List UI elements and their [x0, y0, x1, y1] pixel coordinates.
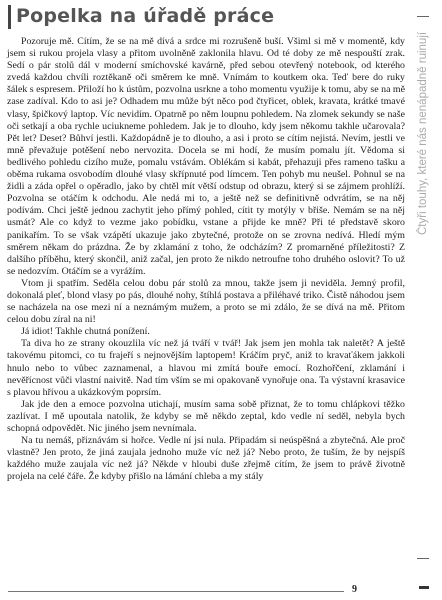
paragraph: Jak jde den a emoce pozvolna utichají, musím sama sobě přiznat, že to tomu chlápkovi těžko zazlívat. I mě upoutala natolik, že kdyby se mě někdo zeptal, kdo vedle ní seděl, nebyla bych schopná odpovědět. Nic jiného jsem nevnímala. [7, 398, 405, 434]
paragraph: Pozoruje mě. Cítím, že se na mě dívá a srdce mi rozrušeně buší. Všiml si mě v momentě, kdy jsem si rukou projela vlasy a přitom uvolněně zaklonila hlavu. Od té doby ze mě nespouští zrak. Sedí o pár stolů dál v moderní smíchovské kavárně, před sebou otevřený notebook, od kterého zvedá každou chvíli roztěkaně oči směrem ke mně. Vnímám to koutkem oka. Teď bere do ruky šálek s espresem. Přiloží ho k ústům, pozvolna usrkne a toho momentu využije k tomu, aby se na mě zase zadíval. Kdo to asi je? Odhadem mu může být něco pod čtyřicet, oblek, kravata, krátké tmavé vlasy, špičkový laptop. Víc nevidím. Opatrně po něm loupnu pohledem. Na zlomek sekundy se naše oči setkají a oba rychle uciukneme pohledem. Jak je to dlouho, kdy jsem někomu takhle učarovala? Pět let? Deset? Bůhví jestli. Každopádně je to dlouho, a asi i proto se cítím nejistá. Nevím, jestli ve mně převažuje potěšení nebo nervozita. Docela se mi hodí, že musím pomalu jít. Vědoma si bedlivého pohledu cizího muže, pomalu vstávám. Oblékám si kabát, přehazuji přes rameno tašku a oběma rukama osvobodím dlouhé vlasy skřípnuté pod límcem. Ten pohyb mu neušel. Pohnul se na židli a záda opřel o opěradlo, jako by chtěl mít větší odstup od obrazu, který si se zájmem prohlíží. Pozvolna se otáčím k odchodu. Ale nedá mi to, a ještě než se definitivně odvrátím, se na něj podívám. Chci ještě jednou zachytit jeho přímý pohled, cítit ty motýly v břiše. Nemám se na něj usmát? Ale co když to vezme jako pobídku, vstane a přijde ke mně? Při té představě skoro panikařím. To se však vzápětí ukazuje jako zbytečné, protože on se zrovna nedívá. Hledí mým směrem někam do prázdna. Že by zklamání z toho, že odcházím? Z promarněné příležitosti? Z dalšího příběhu, který skončil, aniž začal, jen proto že nikdo netroufne toho druhého oslovit? To už se nedozvím. Otáčím se a vyrážím. [7, 36, 405, 277]
chapter-title: Popelka na úřadě práce [16, 5, 275, 27]
footer-rule [8, 591, 344, 592]
running-header-vertical: Čtyři touhy, které nás nenápadně ruinují [417, 32, 429, 236]
side-rule-top [417, 16, 429, 17]
body-text [7, 36, 405, 483]
paragraph: Ta diva ho ze strany okouzlila víc než já tváří v tvář! Jak jsem jen mohla tak naletět? A ještě takovému pitomci, co tu frajeří s nejnovějším laptopem! Kráčím pryč, aniž to kravaťákem jakkoli hnulo nebo to vůbec zaznamenal, a hlavou mi zmítá bouře emocí. Rozhořčení, zklamání i nevěřícnost vůči vlastní naivitě. Nad tím vším se mi opakovaně vynořuje ona. Ta výstavní krasavice s plavou hřívou a ukázkovým poprsím. [7, 338, 405, 398]
paragraph: Na tu nemáš, přiznávám si hořce. Vedle ní jsi nula. Připadám si neúspěšná a zbytečná. Ale proč vlastně? Jen proto, že jiná zaujala jednoho muže víc než já? Nebo proto, že tuším, že by nejspíš každého muže zaujala víc než já? Někde v hloubi duše zřejmě cítím, že jsem to právě životně projela na celé čáře. Že kdyby přišlo na lámání chleba a my stály [7, 435, 405, 483]
paragraph: Vtom ji spatřím. Seděla celou dobu pár stolů za mnou, takže jsem ji neviděla. Jemný profil, dokonalá pleť, blond vlasy po pás, dlouhé nohy, štíhlá postava a přiléhavé triko. Čistě náhodou jsem se nacházela na ose mezi ní a neznámým mužem, a proto se mi zdálo, že se dívá na mě. Přitom celou dobu zíral na ni! [7, 277, 405, 326]
page-edge-mark [419, 586, 429, 589]
paragraph: Já idiot! Takhle chutná ponížení. [21, 326, 150, 338]
page-number: 9 [352, 584, 357, 595]
side-rule-bottom [417, 558, 429, 559]
title-accent-bar [8, 5, 11, 29]
